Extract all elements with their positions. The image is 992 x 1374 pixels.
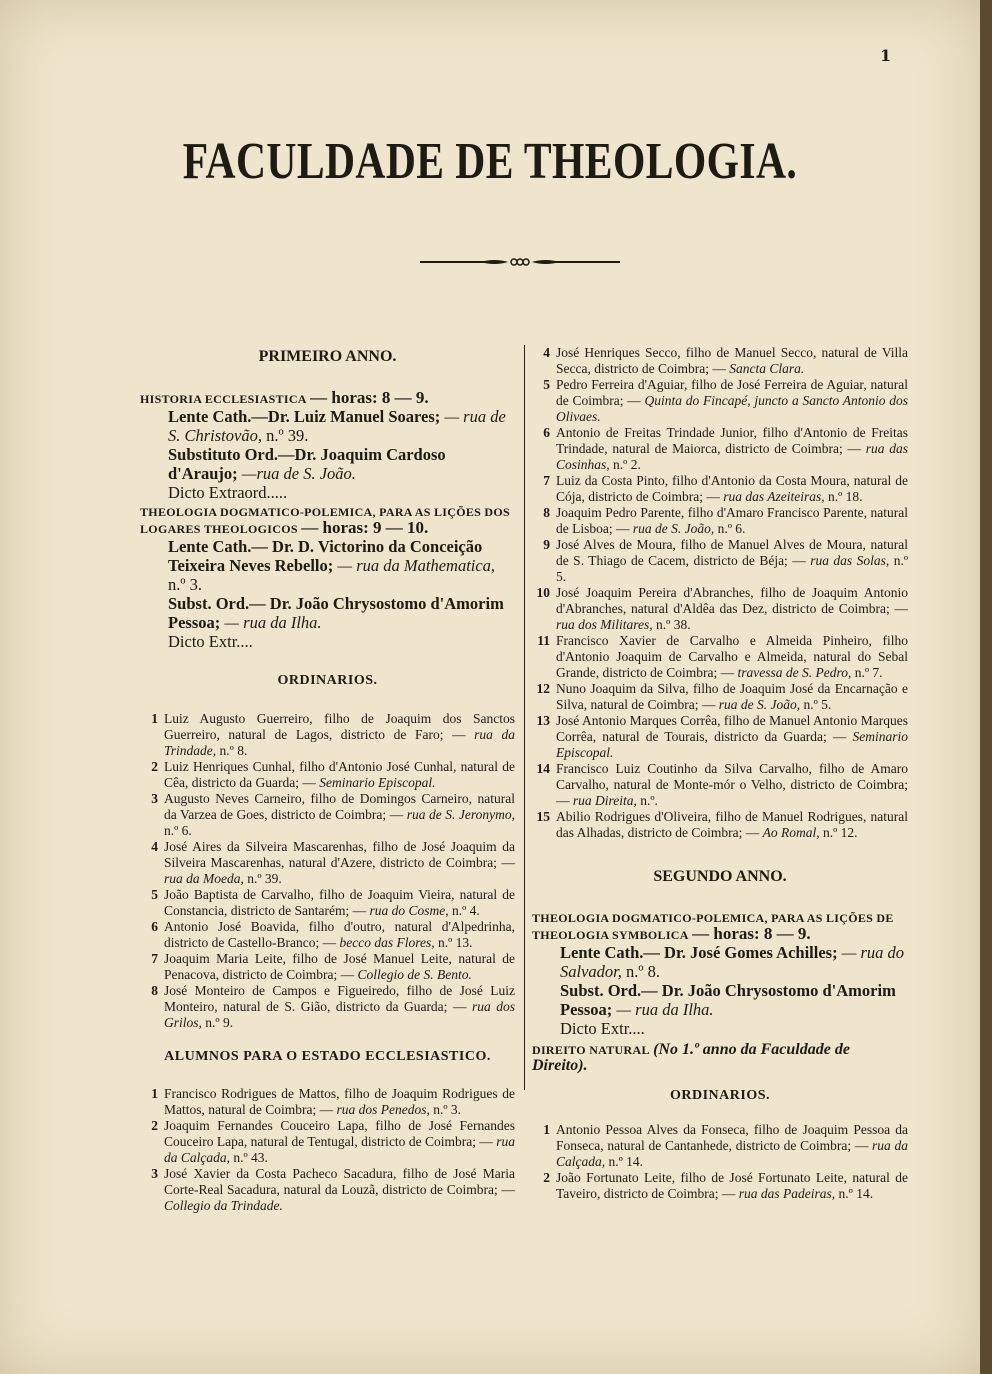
entry-text: [556, 425, 908, 473]
entry-number-tail: n.º 6.: [714, 521, 746, 536]
lente: Lente Cath.— Dr. D. Victorino da Conceição Teixeira Neves Rebello; — rua da Mathematica, n.º 3.: [168, 536, 496, 594]
entry-text: [164, 791, 515, 839]
entry-text: [556, 1170, 908, 1202]
entry-number: 3: [151, 1165, 158, 1181]
entry-number-tail: n.º 38.: [652, 617, 691, 632]
entry-description: José Xavier da Costa Pacheco Sacadura, filho de José Maria Corte-Real Sacadura, natural da Louzã, districto de Coimbra; —: [164, 1165, 515, 1197]
list-item: [140, 1118, 515, 1166]
entry-number-tail: n.º 13.: [434, 935, 473, 950]
entry-number: 6: [543, 425, 550, 440]
list-item: [532, 377, 908, 425]
entry-description: Luiz da Costa Pinto, filho d'Antonio da Costa Moura, natural de Cója, districto de Coimbra; —: [556, 473, 908, 504]
list-item: [140, 711, 515, 759]
list-item: [532, 713, 908, 761]
entry-number: 1: [151, 1085, 158, 1101]
entry-number: 12: [536, 681, 550, 696]
entry-description: Antonio de Freitas Trindade Junior, filho d'Antonio de Freitas Trindade, natural de Maiorca, districto de Coimbra; —: [556, 425, 908, 456]
entry-number: 1: [543, 1122, 550, 1137]
entry-description: Antonio José Boavida, filho d'outro, natural d'Alpedrinha, districto de Castello-Branco; —: [164, 919, 515, 950]
course-historia: [140, 387, 515, 502]
entry-address: rua dos Grilos,: [164, 999, 516, 1030]
section-heading-segundo-anno: SEGUNDO ANNO.: [653, 868, 787, 885]
entry-number: 8: [151, 983, 158, 998]
entry-description: Joaquim Maria Leite, filho de José Manuel Leite, natural de Penacova, districto de Coimbra; —: [164, 951, 515, 982]
course-theologia-dogmatica: [140, 504, 515, 651]
entry-description: Francisco Xavier de Carvalho e Almeida Pinheiro, filho d'Antonio Joaquim de Carvalho e Almeida, natural do Sebal Grande, districto de Coimbra; —: [556, 633, 908, 680]
entry-number: 9: [543, 537, 550, 552]
entry-address: Quinta do Fincapé, juncto a Sancto Antonio dos Olivaes.: [556, 393, 908, 424]
list-item: [532, 1122, 908, 1170]
entry-address: rua das Azeiteiras,: [723, 489, 825, 504]
entry-description: José Alves de Moura, filho de Manuel Alves de Moura, natural de S. Thiago de Cacem, districto de Béja; —: [556, 537, 908, 568]
entry-number: 4: [543, 345, 550, 360]
list-item: [532, 681, 908, 713]
course-header: HISTORIA ECCLESIASTICA — horas: 8 — 9.: [140, 387, 429, 407]
entry-number: 4: [151, 839, 158, 854]
list-item: [140, 839, 515, 887]
list-item: [532, 345, 908, 377]
entry-number: 7: [151, 951, 158, 966]
entry-description: José Henriques Secco, filho de Manuel Secco, natural de Villa Secca, districto de Coimbra; —: [556, 345, 908, 376]
entry-number-tail: n.º 7.: [851, 665, 883, 680]
list-item: [532, 473, 908, 505]
entry-address: rua das Solas,: [810, 553, 890, 568]
entry-number-tail: n.º 4.: [448, 903, 480, 918]
entry-address: Seminario Episcopal.: [319, 775, 436, 790]
section-heading-ordinarios-2: ORDINARIOS.: [669, 1087, 770, 1103]
entry-text: [556, 505, 908, 537]
list-item: [140, 1166, 515, 1214]
entry-address: rua da Moeda,: [164, 871, 244, 886]
entry-number-tail: n.º 8.: [216, 743, 248, 758]
substituto: Subst. Ord.— Dr. João Chrysostomo d'Amorim Pessoa; — rua da Ilha.: [560, 980, 896, 1019]
entry-text: [556, 1122, 908, 1170]
entry-number: 15: [536, 809, 550, 824]
extraordinario: Dicto Extr....: [168, 631, 253, 651]
entry-address: rua da Trindade,: [164, 727, 516, 758]
ordinarios-list-continued: [532, 345, 908, 841]
entry-text: [164, 1166, 515, 1214]
list-item: [532, 1170, 908, 1202]
entry-description: José Joaquim Pereira d'Abranches, filho de Joaquim Antonio d'Abranches, natural d'Aldêa das Dez, districto de Coimbra; —: [556, 585, 908, 616]
substituto: Subst. Ord.— Dr. João Chrysostomo d'Amorim Pessoa; — rua da Ilha.: [168, 593, 504, 632]
entry-number: 1: [151, 711, 158, 726]
entry-text: [556, 633, 908, 681]
entry-number: 13: [536, 713, 550, 728]
entry-number-tail: n.º 3.: [429, 1101, 462, 1117]
list-item: [140, 887, 515, 919]
entry-text: [556, 345, 908, 377]
entry-number: 2: [151, 759, 158, 774]
entry-address: rua da Calçada,: [556, 1138, 908, 1169]
list-item: [140, 983, 515, 1031]
entry-number: 2: [543, 1170, 550, 1185]
ornament-divider-icon: [420, 255, 620, 269]
entry-description: Augusto Neves Carneiro, filho de Domingos Carneiro, natural da Varzea de Goes, districto de Coimbra; —: [164, 791, 515, 822]
entry-number: 6: [151, 919, 158, 934]
entry-address: rua do Cosme,: [369, 903, 449, 918]
entry-text: [556, 473, 908, 505]
entry-address: rua de S. João,: [718, 697, 801, 712]
entry-description: Pedro Ferreira d'Aguiar, filho de José Ferreira de Aguiar, natural de Coimbra; —: [556, 377, 908, 408]
entry-text: [164, 887, 515, 919]
section-heading-primeiro-anno: PRIMEIRO ANNO.: [258, 348, 397, 365]
entry-number-tail: n.º 18.: [824, 489, 863, 504]
lente: Lente Cath.— Dr. José Gomes Achilles; — rua do Salvador, n.º 8.: [560, 942, 905, 981]
course-direito-natural: DIREITO NATURAL (No 1.º anno da Faculdade de Direito).: [532, 1040, 850, 1074]
list-item: [140, 1086, 515, 1118]
entry-address: rua de S. João,: [632, 521, 715, 536]
section-heading-ordinarios: ORDINARIOS.: [277, 672, 378, 688]
entry-text: [556, 713, 908, 761]
entry-address: becco das Flores,: [339, 935, 435, 950]
ordinarios-list-2: [532, 1122, 908, 1202]
list-item: [532, 585, 908, 633]
entry-description: Luiz Augusto Guerreiro, filho de Joaquim dos Sanctos Guerreiro, natural de Lagos, districto de Faro; —: [164, 711, 515, 742]
entry-address: rua da Calçada,: [164, 1133, 515, 1165]
entry-number: 7: [543, 473, 550, 488]
alumnos-list: [140, 1086, 515, 1214]
entry-number: 5: [151, 887, 158, 902]
entry-address: Sancta Clara.: [729, 361, 805, 376]
entry-address: rua das Cosinhas,: [556, 441, 908, 472]
entry-number-tail: n.º 39.: [243, 871, 282, 886]
entry-text: [556, 809, 908, 841]
entry-description: Antonio Pessoa Alves da Fonseca, filho de Joaquim Pessoa da Fonseca, natural de Cantanhede, districto de Coimbra; —: [556, 1122, 908, 1153]
entry-description: José Antonio Marques Corrêa, filho de Manuel Antonio Marques Corrêa, natural de Tourais, districto da Guarda; —: [556, 713, 908, 744]
entry-address: rua de S. Jeronymo,: [406, 807, 515, 822]
entry-description: João Fortunato Leite, filho de José Fortunato Leite, natural de Taveiro, districto de Coimbra; —: [556, 1170, 908, 1201]
page-title: FACULDADE DE THEOLOGIA.: [182, 133, 798, 190]
entry-number: 11: [537, 633, 550, 648]
entry-text: [164, 983, 515, 1031]
entry-text: [164, 919, 515, 951]
entry-description: Nuno Joaquim da Silva, filho de Joaquim José da Encarnação e Silva, natural de Coimbra; —: [556, 681, 908, 712]
list-item: [532, 633, 908, 681]
lente: Lente Cath.—Dr. Luiz Manuel Soares; — rua de S. Christovão, n.º 39.: [168, 406, 506, 445]
entry-description: João Baptista de Carvalho, filho de Joaquim Vieira, natural de Constancia, districto de Santarém; —: [164, 887, 515, 918]
entry-description: Francisco Rodrigues de Mattos, filho de Joaquim Rodrigues de Mattos, natural de Coimbra; —: [164, 1085, 515, 1117]
entry-address: rua dos Militares,: [556, 617, 653, 632]
entry-number-tail: n.º 14.: [835, 1186, 874, 1201]
list-item: [532, 505, 908, 537]
entry-description: Joaquim Fernandes Couceiro Lapa, filho de José Fernandes Couceiro Lapa, natural de Tentugal, districto de Coimbra; —: [164, 1117, 515, 1149]
entry-description: Luiz Henriques Cunhal, filho d'Antonio José Cunhal, natural de Cêa, districto da Guarda; —: [164, 759, 515, 790]
entry-description: José Aires da Silveira Mascarenhas, filho de José Joaquim da Silveira Mascarenhas, natural d'Azere, districto de Coimbra; —: [164, 839, 515, 870]
entry-number-tail: n.º 43.: [230, 1149, 268, 1165]
entry-number: 10: [536, 585, 550, 600]
list-item: [532, 809, 908, 841]
extraordinario: Dicto Extraord.....: [168, 482, 288, 502]
course-header: THEOLOGIA DOGMATICO-POLEMICA, PARA AS LIÇÕES DOS LOGARES THEOLOGICOS — horas: 9 — 10.: [140, 504, 511, 537]
binding-edge: [980, 0, 992, 1374]
entry-number-tail: n.º 5.: [556, 553, 909, 584]
list-item: [140, 791, 515, 839]
course-header: THEOLOGIA DOGMATICO-POLEMICA, PARA AS LIÇÕES DE THEOLOGIA SYMBOLICA — horas: 8 — 9.: [532, 910, 894, 943]
entry-number-tail: n.º.: [636, 793, 658, 808]
left-column: [140, 345, 515, 1214]
entry-address: rua Direita,: [572, 793, 637, 808]
column-rule: [524, 345, 525, 1090]
entry-description: José Monteiro de Campos e Figueiredo, filho de José Luiz Monteiro, natural de S. Gião, districto da Guarda; —: [164, 983, 515, 1014]
course-theologia-symbolica: [532, 910, 908, 1038]
entry-address: Collegio da Trindade.: [164, 1197, 283, 1213]
entry-number-tail: n.º 9.: [201, 1015, 234, 1030]
entry-text: [164, 759, 515, 791]
ordinarios-list: [140, 711, 515, 1031]
entry-address: rua das Padeiras,: [738, 1186, 836, 1201]
entry-text: [556, 585, 908, 633]
extraordinario: Dicto Extr....: [560, 1018, 645, 1038]
entry-number: 3: [151, 791, 158, 806]
section-heading-alumnos: ALUMNOS PARA O ESTADO ECCLESIASTICO.: [164, 1049, 491, 1064]
entry-text: [164, 951, 515, 983]
list-item: [140, 919, 515, 951]
entry-number-tail: n.º 14.: [605, 1154, 644, 1169]
entry-number: 2: [151, 1117, 158, 1133]
entry-text: [164, 1086, 515, 1118]
entry-text: [556, 681, 908, 713]
entry-number-tail: n.º 12.: [819, 825, 858, 840]
entry-number-tail: n.º 2.: [609, 457, 641, 472]
entry-number-tail: n.º 5.: [800, 697, 832, 712]
entry-description: Francisco Luiz Coutinho da Silva Carvalho, filho de Amaro Carvalho, natural de Monte-mór o Velho, districto de Coimbra; —: [556, 761, 908, 808]
entry-address: travessa de S. Pedro,: [737, 665, 852, 680]
entry-number-tail: n.º 6.: [164, 823, 192, 838]
entry-description: Abilio Rodrigues d'Oliveira, filho de Manuel Rodrigues, natural das Alhadas, districto de Coimbra; —: [556, 809, 908, 840]
list-item: [532, 761, 908, 809]
entry-number: 14: [536, 761, 550, 776]
entry-address: Ao Romal,: [762, 825, 820, 840]
entry-address: Seminario Episcopal.: [556, 729, 908, 760]
substituto: Substituto Ord.—Dr. Joaquim Cardoso d'Araujo; —rua de S. João.: [168, 444, 446, 483]
right-column: [532, 345, 908, 1202]
page-number: 1: [880, 46, 892, 65]
list-item: [140, 759, 515, 791]
entry-text: [164, 1118, 515, 1166]
entry-description: Joaquim Pedro Parente, filho d'Amaro Francisco Parente, natural de Lisboa; —: [556, 505, 908, 536]
entry-number: 8: [543, 505, 550, 520]
list-item: [140, 951, 515, 983]
entry-number: 5: [543, 377, 550, 392]
entry-text: [164, 839, 515, 887]
entry-address: Collegio de S. Bento.: [357, 967, 472, 982]
entry-text: [556, 761, 908, 809]
entry-text: [556, 537, 908, 585]
entry-address: rua dos Penedos,: [336, 1101, 430, 1117]
list-item: [532, 537, 908, 585]
list-item: [532, 425, 908, 473]
entry-text: [556, 377, 908, 425]
entry-text: [164, 711, 515, 759]
